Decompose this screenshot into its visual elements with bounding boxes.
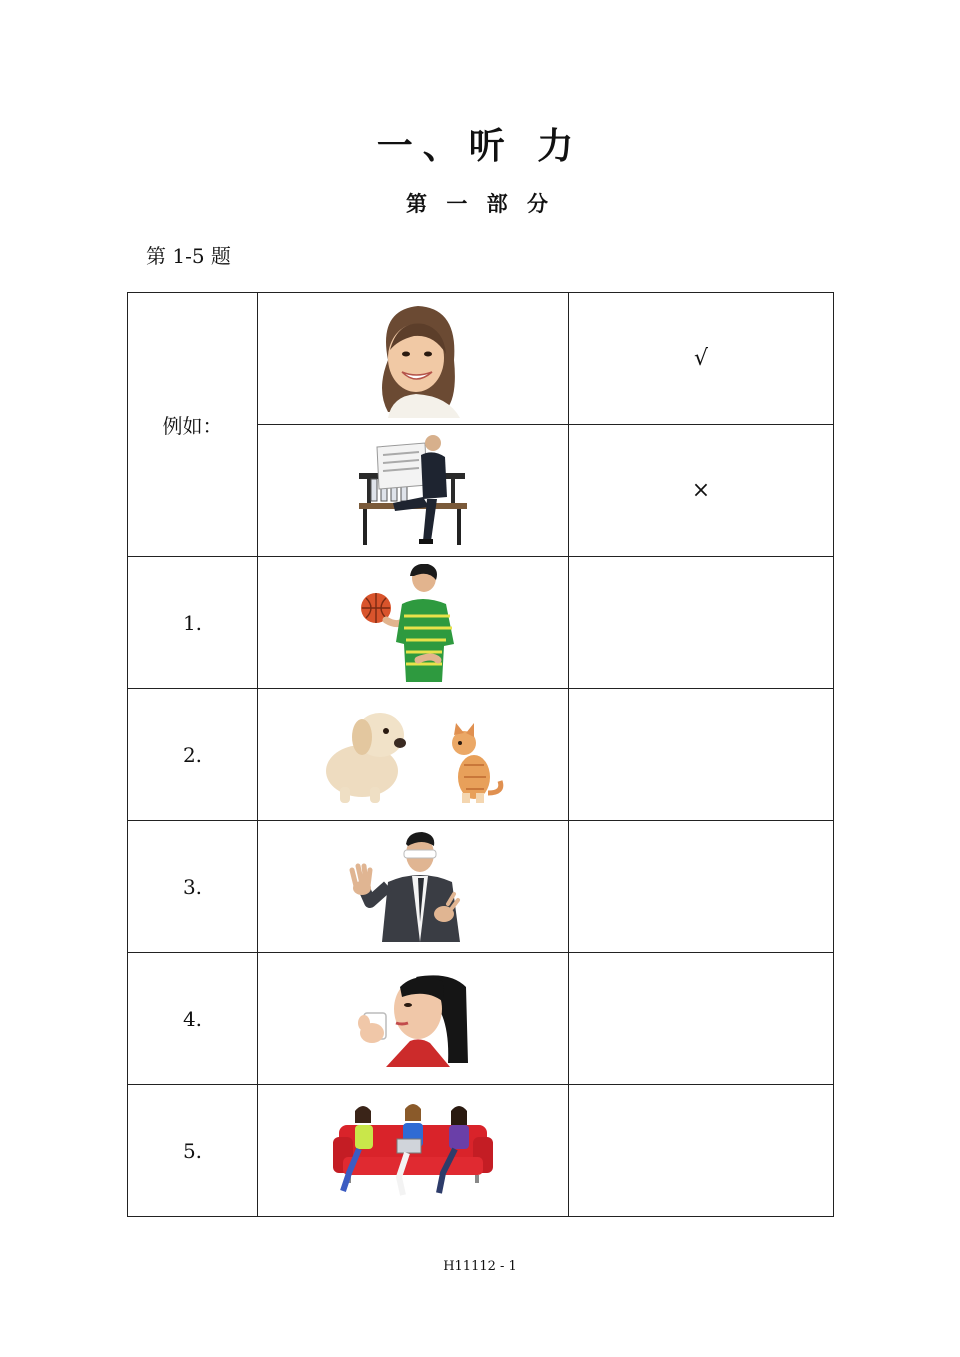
question-image-cell xyxy=(258,1085,569,1217)
question-number: 5. xyxy=(128,1085,258,1217)
question-number: 2. xyxy=(128,689,258,821)
question-image-cell xyxy=(258,689,569,821)
question-table xyxy=(127,292,834,1217)
example-mark-correct: √ xyxy=(569,293,834,425)
question-range: 第 1-5 题 xyxy=(146,244,231,268)
part-title: 第 一 部 分 xyxy=(406,191,554,216)
example-mark-wrong: × xyxy=(569,425,834,557)
question-number: 1. xyxy=(128,557,258,689)
question-row xyxy=(128,557,834,689)
answer-cell xyxy=(569,557,834,689)
smiling-woman-image xyxy=(358,300,468,418)
answer-cell xyxy=(569,1085,834,1217)
question-row xyxy=(128,953,834,1085)
puppy-and-kitten-image xyxy=(318,705,508,805)
question-image-cell xyxy=(258,557,569,689)
woman-drinking-image xyxy=(350,971,476,1067)
question-row xyxy=(128,1085,834,1217)
question-row xyxy=(128,821,834,953)
question-number: 4. xyxy=(128,953,258,1085)
answer-cell xyxy=(569,953,834,1085)
question-image-cell xyxy=(258,953,569,1085)
example-image-cell xyxy=(258,293,569,425)
example-label: 例如： xyxy=(128,293,258,557)
answer-cell xyxy=(569,821,834,953)
section-title: 一、听 力 xyxy=(376,125,584,167)
blindfolded-man-image xyxy=(348,832,478,942)
question-number: 3. xyxy=(128,821,258,953)
answer-cell xyxy=(569,689,834,821)
question-row xyxy=(128,689,834,821)
question-image-cell xyxy=(258,821,569,953)
example-row-1 xyxy=(128,293,834,425)
girls-on-sofa-image xyxy=(333,1101,493,1201)
boy-basketball-image xyxy=(358,564,468,682)
man-reading-newspaper-image xyxy=(353,433,473,549)
page-footer: H11112 - 1 xyxy=(443,1259,517,1274)
example-image-cell xyxy=(258,425,569,557)
